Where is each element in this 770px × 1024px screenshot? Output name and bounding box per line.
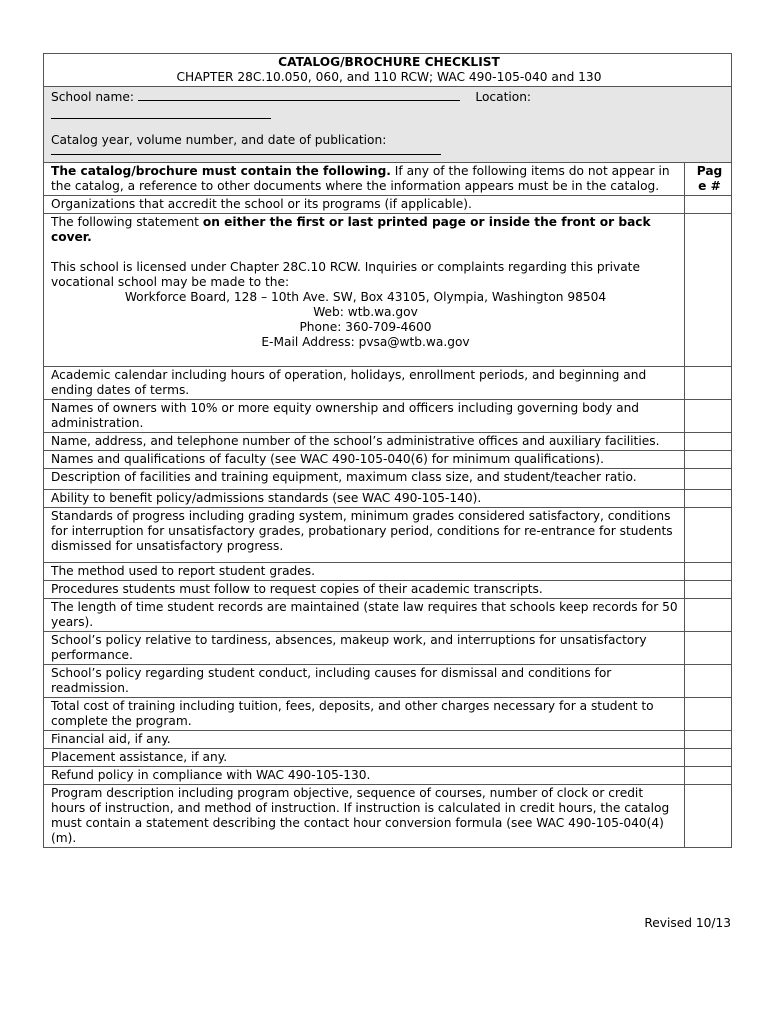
statement-row (44, 214, 732, 367)
checklist-item: Organizations that accredit the school or its programs (if applicable). (44, 196, 685, 214)
checklist-row (44, 469, 732, 490)
checklist-row (44, 767, 732, 785)
checklist-row (44, 632, 732, 665)
catalog-year-label: Catalog year, volume number, and date of publication: (51, 133, 387, 147)
page-number-cell[interactable] (685, 469, 732, 490)
school-name-label: School name: (51, 90, 135, 104)
statement-lead: The following statement (51, 215, 203, 229)
checklist-item: Ability to benefit policy/admissions standards (see WAC 490-105-140). (44, 490, 685, 508)
checklist-row (44, 785, 732, 848)
checklist-row (44, 400, 732, 433)
page-number-cell[interactable] (685, 665, 732, 698)
checklist-row (44, 367, 732, 400)
checklist-item: Procedures students must follow to request copies of their academic transcripts. (44, 581, 685, 599)
location-field[interactable] (51, 106, 271, 119)
page-number-cell[interactable] (685, 214, 732, 367)
statement-bold: on either the first or last printed page or inside the front or back cover. (51, 215, 651, 244)
page-number-cell[interactable] (685, 196, 732, 214)
checklist-row (44, 451, 732, 469)
page-number-cell[interactable] (685, 767, 732, 785)
catalog-year-field[interactable] (51, 154, 441, 155)
checklist-row (44, 433, 732, 451)
checklist-row (44, 731, 732, 749)
revision-date: Revised 10/13 (644, 916, 731, 930)
checklist-item: Academic calendar including hours of operation, holidays, enrollment periods, and beginning and ending dates of terms. (44, 367, 685, 400)
statement-paragraph: This school is licensed under Chapter 28C.10 RCW. Inquiries or complaints regarding this private vocational school may be made to the: (51, 260, 640, 289)
page-number-cell[interactable] (685, 785, 732, 848)
checklist-row (44, 698, 732, 731)
checklist-item: Placement assistance, if any. (44, 749, 685, 767)
intro-bold: The catalog/brochure must contain the following. (51, 164, 391, 178)
checklist-item: Standards of progress including grading system, minimum grades considered satisfactory, conditions for interruption for unsatisfactory grades, probationary period, conditions for re-entrance for students dismissed for unsatisfactory progress. (44, 508, 685, 563)
checklist-item: The method used to report student grades. (44, 563, 685, 581)
document-subtitle: CHAPTER 28C.10.050, 060, and 110 RCW; WAC 490-105-040 and 130 (176, 70, 602, 84)
page-number-cell[interactable] (685, 490, 732, 508)
statement-cell (44, 214, 685, 367)
page-number-cell[interactable] (685, 599, 732, 632)
checklist-table (43, 53, 732, 848)
checklist-item: School’s policy relative to tardiness, absences, makeup work, and interruptions for unsatisfactory performance. (44, 632, 685, 665)
school-info-row (44, 87, 732, 163)
checklist-item: Description of facilities and training equipment, maximum class size, and student/teacher ratio. (44, 469, 685, 490)
page-number-cell[interactable] (685, 367, 732, 400)
checklist-item: School’s policy regarding student conduct, including causes for dismissal and conditions for readmission. (44, 665, 685, 698)
intro-text: If any of the following items do not appear in the catalog, a reference to other documents where the information appears must be in the catalog. (51, 164, 670, 193)
location-label: Location: (475, 90, 532, 104)
page-number-cell[interactable] (685, 731, 732, 749)
checklist-sheet (43, 53, 731, 848)
intro-row (44, 163, 732, 196)
checklist-item: Name, address, and telephone number of the school’s administrative offices and auxiliary facilities. (44, 433, 685, 451)
checklist-item: The length of time student records are maintained (state law requires that schools keep records for 50 years). (44, 599, 685, 632)
page-number-cell[interactable] (685, 433, 732, 451)
page-number-cell[interactable] (685, 508, 732, 563)
checklist-item: Financial aid, if any. (44, 731, 685, 749)
checklist-item: Program description including program objective, sequence of courses, number of clock or credit hours of instruction, and method of instruction. If instruction is calculated in credit hours, the catalog must contain a statement describing the contact hour conversion formula (see WAC 490-105-040(4)(m). (44, 785, 685, 848)
page-number-cell[interactable] (685, 400, 732, 433)
header-cell (44, 54, 732, 87)
checklist-row (44, 749, 732, 767)
school-name-field[interactable] (138, 88, 460, 101)
statement-phone: Phone: 360-709-4600 (299, 320, 432, 334)
intro-cell (44, 163, 685, 196)
page-number-header: Pag e # (685, 163, 732, 196)
checklist-item: Total cost of training including tuition, fees, deposits, and other charges necessary for a student to complete the program. (44, 698, 685, 731)
checklist-row (44, 563, 732, 581)
checklist-row (44, 599, 732, 632)
checklist-row (44, 665, 732, 698)
checklist-item: Names and qualifications of faculty (see WAC 490-105-040(6) for minimum qualifications). (44, 451, 685, 469)
statement-web: Web: wtb.wa.gov (313, 305, 418, 319)
page-number-cell[interactable] (685, 698, 732, 731)
checklist-item: Names of owners with 10% or more equity ownership and officers including governing body and administration. (44, 400, 685, 433)
statement-address: Workforce Board, 128 – 10th Ave. SW, Box 43105, Olympia, Washington 98504 (124, 290, 607, 304)
page-number-cell[interactable] (685, 749, 732, 767)
statement-email: E-Mail Address: pvsa@wtb.wa.gov (261, 335, 470, 349)
document-title: CATALOG/BROCHURE CHECKLIST (278, 55, 500, 69)
page-number-cell[interactable] (685, 581, 732, 599)
school-info-cell (44, 87, 732, 163)
checklist-row (44, 581, 732, 599)
header-row (44, 54, 732, 87)
page-number-cell[interactable] (685, 451, 732, 469)
school-name-line (51, 88, 727, 105)
checklist-row (44, 490, 732, 508)
checklist-item: Refund policy in compliance with WAC 490-105-130. (44, 767, 685, 785)
page-number-cell[interactable] (685, 632, 732, 665)
checklist-row (44, 196, 732, 214)
checklist-row (44, 508, 732, 563)
page-number-cell[interactable] (685, 563, 732, 581)
